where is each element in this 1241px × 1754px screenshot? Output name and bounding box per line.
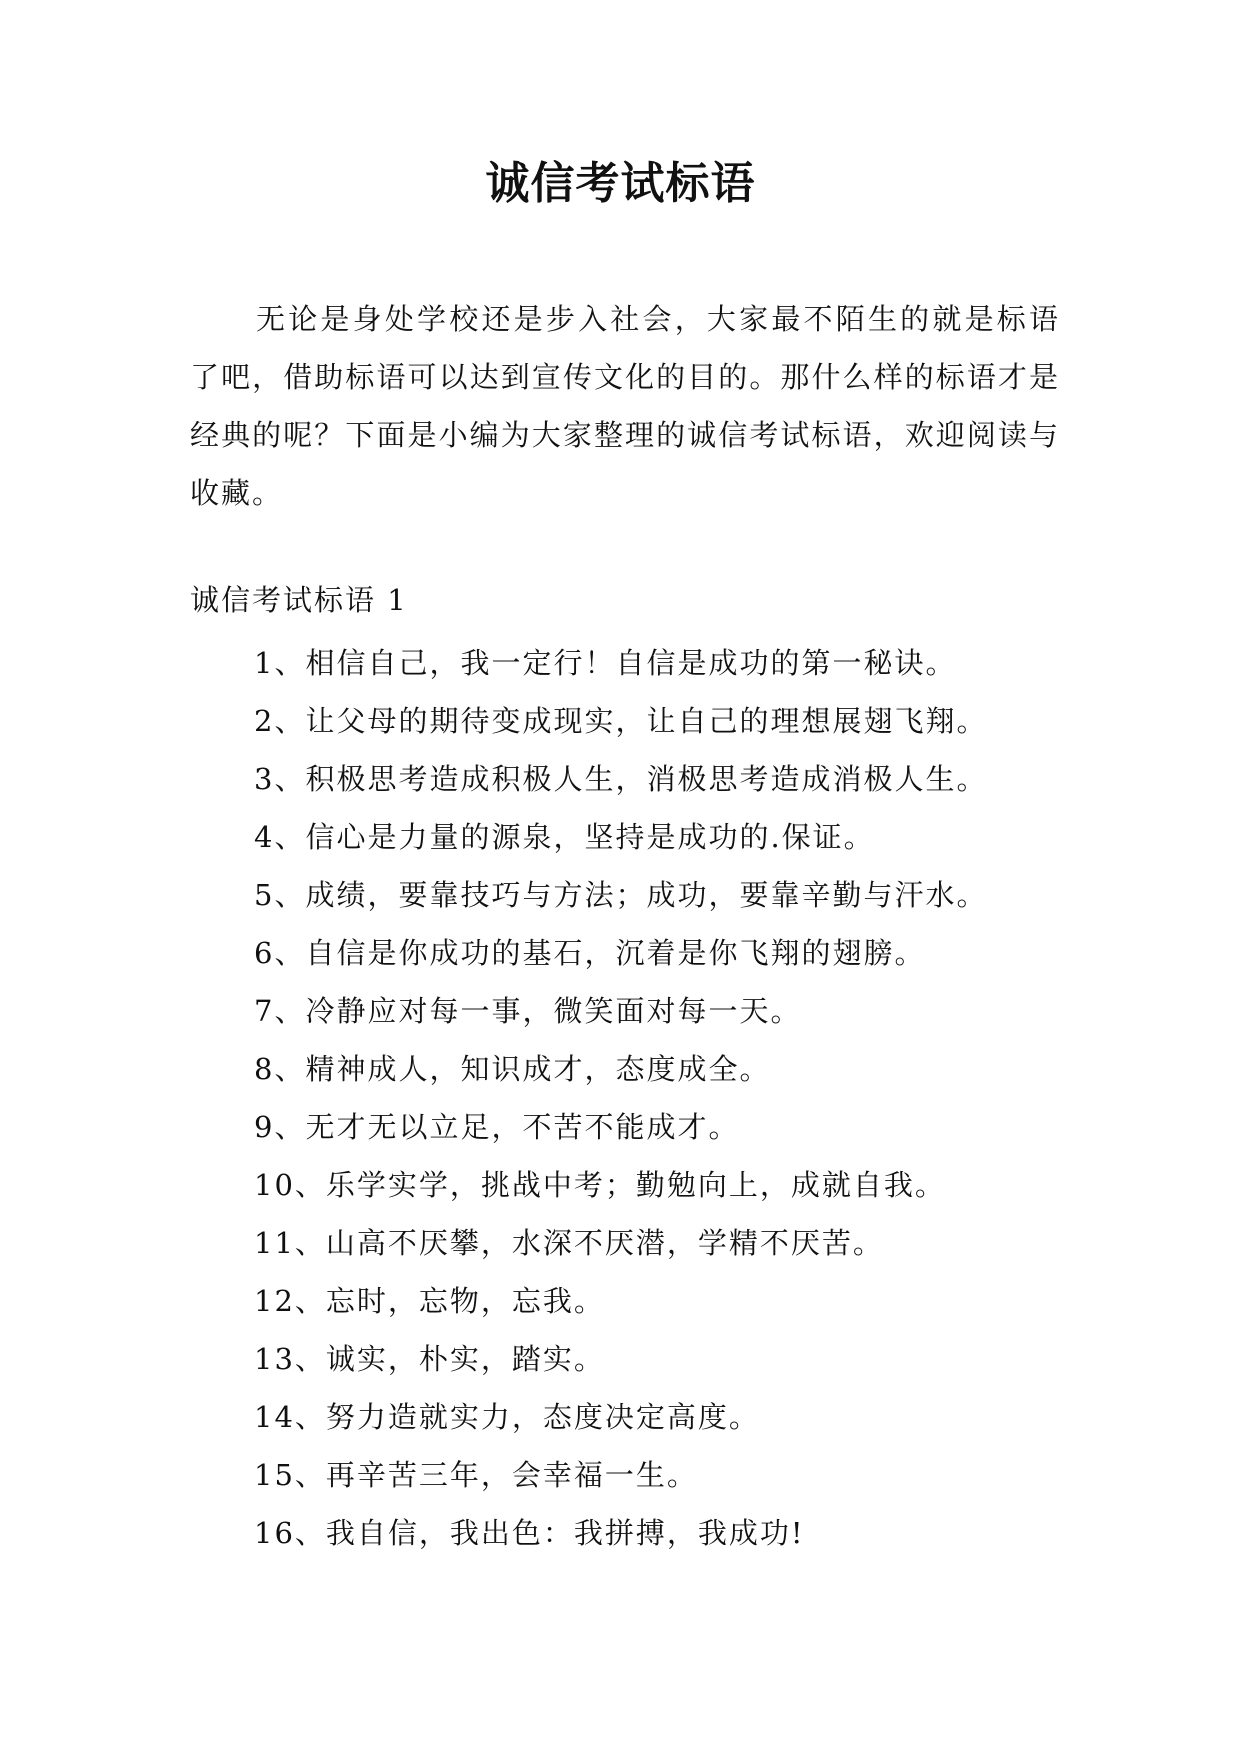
list-item: 11、山高不厌攀，水深不厌潜，学精不厌苦。: [254, 1226, 884, 1260]
list-item: 8、精神成人，知识成才，态度成全。: [254, 1052, 771, 1086]
list-item: 3、积极思考造成积极人生，消极思考造成消极人生。: [254, 762, 988, 796]
list-item: 10、乐学实学，挑战中考；勤勉向上，成就自我。: [254, 1168, 946, 1202]
section-heading: 诚信考试标语 1: [190, 583, 408, 617]
list-item: 7、冷静应对每一事，微笑面对每一天。: [254, 994, 802, 1028]
list-item: 9、无才无以立足，不苦不能成才。: [254, 1110, 740, 1144]
list-item: 13、诚实，朴实，踏实。: [254, 1342, 605, 1376]
list-item: 1、相信自己，我一定行！自信是成功的第一秘诀。: [254, 646, 957, 680]
list-item: 12、忘时，忘物，忘我。: [254, 1284, 605, 1318]
list-item: 6、自信是你成功的基石，沉着是你飞翔的翅膀。: [254, 936, 926, 970]
list-item: 5、成绩，要靠技巧与方法；成功，要靠辛勤与汗水。: [254, 878, 988, 912]
intro-paragraph: 无论是身处学校还是步入社会，大家最不陌生的就是标语了吧，借助标语可以达到宣传文化的目的。那什么样的标语才是经典的呢？下面是小编为大家整理的诚信考试标语，欢迎阅读与收藏。: [190, 302, 1060, 510]
list-item: 2、让父母的期待变成现实，让自己的理想展翅飞翔。: [254, 704, 988, 738]
list-item: 16、我自信，我出色：我拼搏，我成功!: [254, 1516, 805, 1550]
list-item: 14、努力造就实力，态度决定高度。: [254, 1400, 760, 1434]
list-item: 15、再辛苦三年，会幸福一生。: [254, 1458, 698, 1492]
document-title: 诚信考试标语: [485, 158, 756, 209]
slogan-list: [254, 634, 987, 1562]
list-item: 4、信心是力量的源泉，坚持是成功的.保证。: [254, 820, 875, 854]
